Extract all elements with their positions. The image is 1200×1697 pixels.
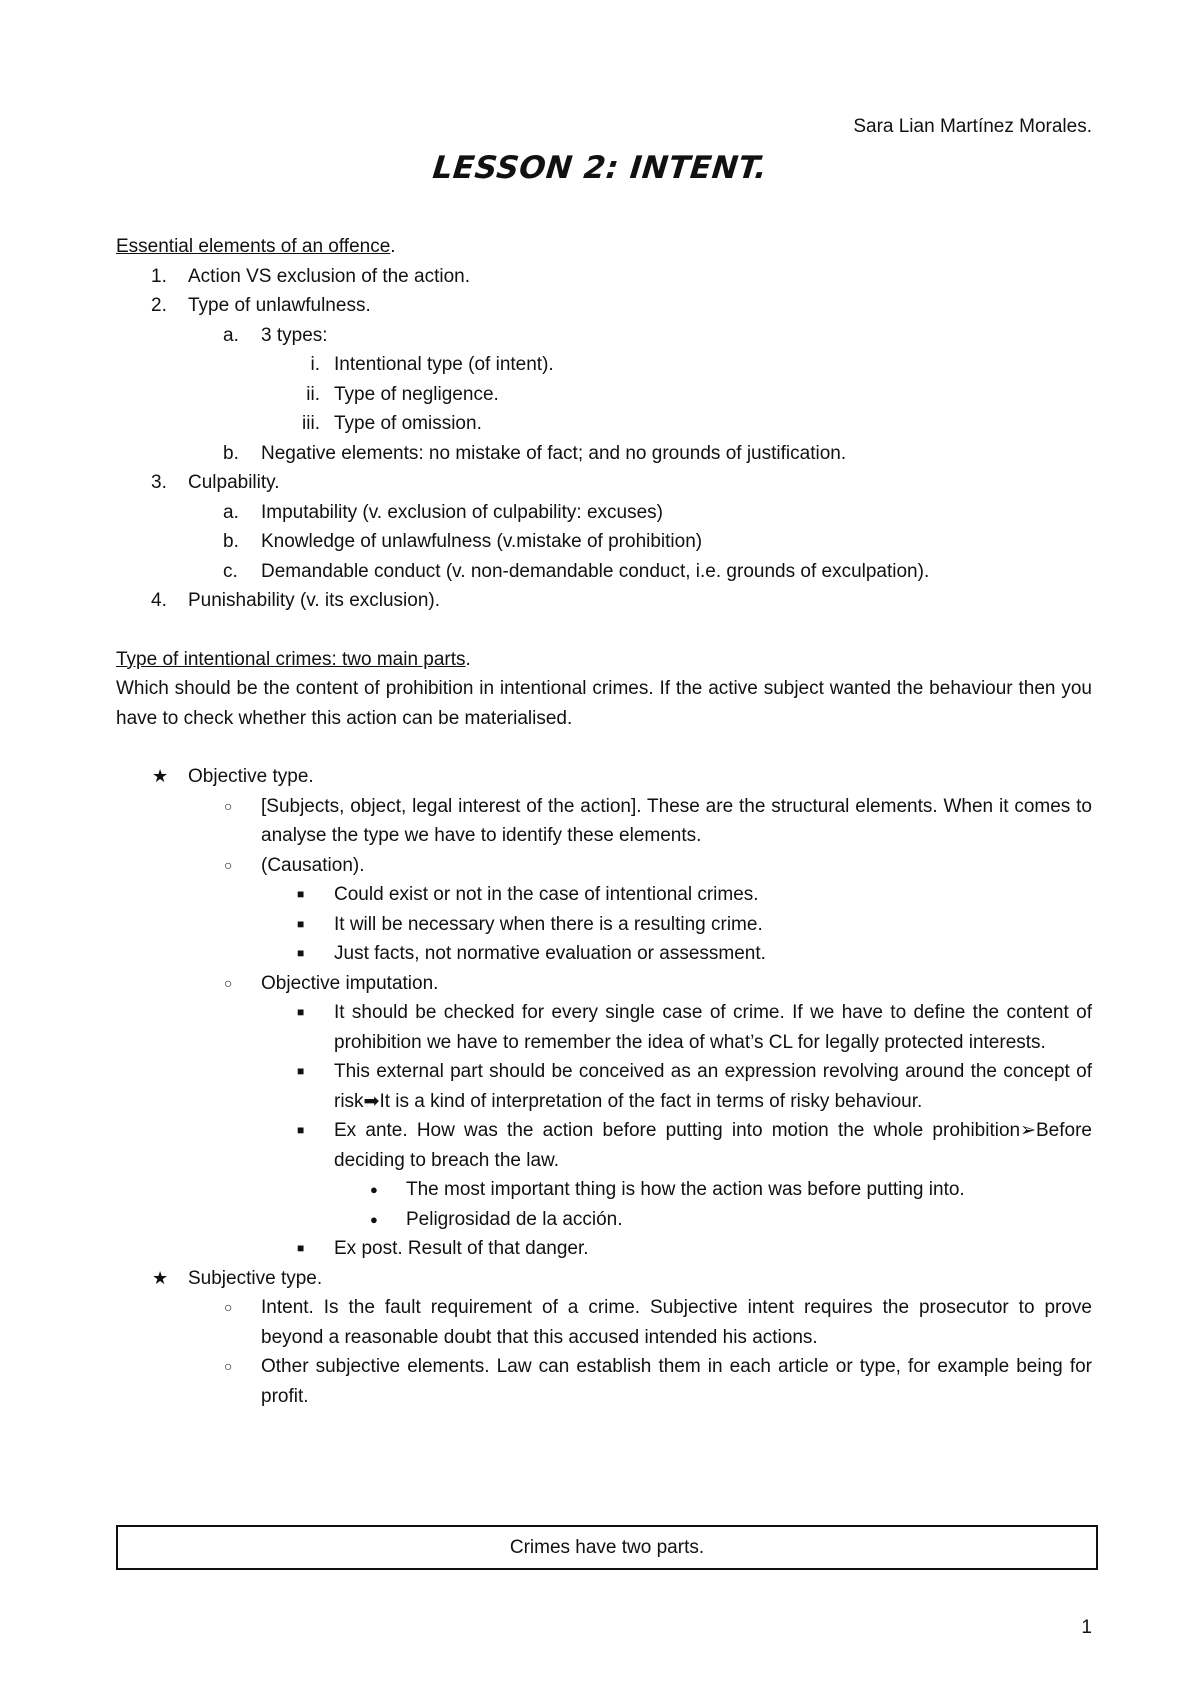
- dot-bullet-icon: ●: [370, 1182, 378, 1197]
- list-item: ■ Just facts, not normative evaluation or assessment.: [116, 939, 1092, 969]
- square-bullet-icon: ■: [297, 916, 305, 931]
- spacer: [116, 616, 1092, 645]
- list-item: ■ It will be necessary when there is a resulting crime.: [116, 910, 1092, 940]
- square-bullet-icon: ■: [297, 1005, 305, 1019]
- document-body: [116, 232, 1092, 1411]
- list-item: iii. Type of omission.: [302, 413, 482, 434]
- summary-box: Crimes have two parts.: [116, 1525, 1098, 1570]
- list-item: ■ Could exist or not in the case of intentional crimes.: [116, 880, 1092, 910]
- section-heading-intentional-crimes: Type of intentional crimes: two main parts.: [116, 648, 471, 670]
- circle-bullet-icon: ○: [224, 974, 233, 991]
- square-bullet-icon: ■: [297, 1064, 305, 1078]
- spacer: [116, 733, 1092, 762]
- square-bullet-icon: ■: [297, 1241, 305, 1255]
- circle-bullet-icon: ○: [224, 856, 233, 873]
- list-item: 4. Punishability (v. its exclusion).: [151, 590, 441, 611]
- list-item: ■ Ex ante. How was the action before putting into motion the whole prohibition➢Before deciding to breach the law.: [116, 1116, 1092, 1175]
- list-item: ○ [Subjects, object, legal interest of the action]. These are the structural elements. When it comes to analyse the type we have to identify these elements.: [116, 792, 1092, 851]
- circle-bullet-icon: ○: [224, 797, 233, 814]
- dot-bullet-icon: ●: [370, 1211, 378, 1227]
- square-bullet-icon: ■: [297, 887, 305, 901]
- section-heading-essential-elements: Essential elements of an offence.: [116, 236, 396, 257]
- list-item: ■ It should be checked for every single case of crime. If we have to define the content of prohibition we have to remember the idea of what’s CL for legally protected interests.: [116, 998, 1092, 1057]
- list-item: ○ Intent. Is the fault requirement of a crime. Subjective intent requires the prosecutor to prove beyond a reasonable doubt that this accused intended his actions.: [116, 1293, 1092, 1352]
- list-item: ○ (Causation).: [116, 851, 1092, 881]
- list-item: ■ This external part should be conceived as an expression revolving around the concept of risk➡It is a kind of interpretation of the fact in terms of risky behaviour.: [116, 1057, 1092, 1116]
- list-item: ★ Objective type.: [116, 762, 1092, 792]
- list-item: ● Peligrosidad de la acción.: [116, 1205, 1092, 1235]
- list-item: ● The most important thing is how the action was before putting into.: [116, 1175, 1092, 1205]
- page-title: LESSON 2: INTENT.: [430, 150, 770, 186]
- circle-bullet-icon: ○: [224, 1299, 233, 1315]
- star-bullet-icon: ★: [152, 766, 169, 786]
- star-bullet-icon: ★: [152, 1267, 169, 1288]
- list-item: 3. Culpability.: [151, 472, 280, 493]
- list-item: a. Imputability (v. exclusion of culpability: excuses): [223, 501, 663, 523]
- list-item: b. Negative elements: no mistake of fact; and no grounds of justification.: [223, 442, 847, 464]
- square-bullet-icon: ■: [297, 1123, 305, 1137]
- list-item: c. Demandable conduct (v. non-demandable conduct, i.e. grounds of exculpation).: [223, 560, 930, 582]
- author-name: Sara Lian Martínez Morales.: [853, 116, 1092, 137]
- list-item: ★ Subjective type.: [116, 1264, 1092, 1294]
- page-number: 1: [1081, 1617, 1092, 1638]
- circle-bullet-icon: ○: [224, 1358, 233, 1374]
- list-item: 1. Action VS exclusion of the action.: [151, 265, 470, 287]
- list-item: ii. Type of negligence.: [306, 383, 499, 405]
- intro-paragraph: Which should be the content of prohibition in intentional crimes. If the active subject wanted the behaviour then you have to check whether this action can be materialised.: [116, 678, 1092, 729]
- list-item: b. Knowledge of unlawfulness (v.mistake of prohibition): [223, 531, 703, 552]
- list-item: a. 3 types:: [223, 324, 328, 346]
- list-item: ○ Other subjective elements. Law can establish them in each article or type, for example being for profit.: [116, 1352, 1092, 1411]
- list-item: ■ Ex post. Result of that danger.: [116, 1234, 1092, 1264]
- list-item: ○ Objective imputation.: [116, 969, 1092, 999]
- square-bullet-icon: ■: [297, 946, 305, 960]
- list-item: 2. Type of unlawfulness.: [151, 295, 371, 316]
- list-item: i. Intentional type (of intent).: [310, 354, 554, 375]
